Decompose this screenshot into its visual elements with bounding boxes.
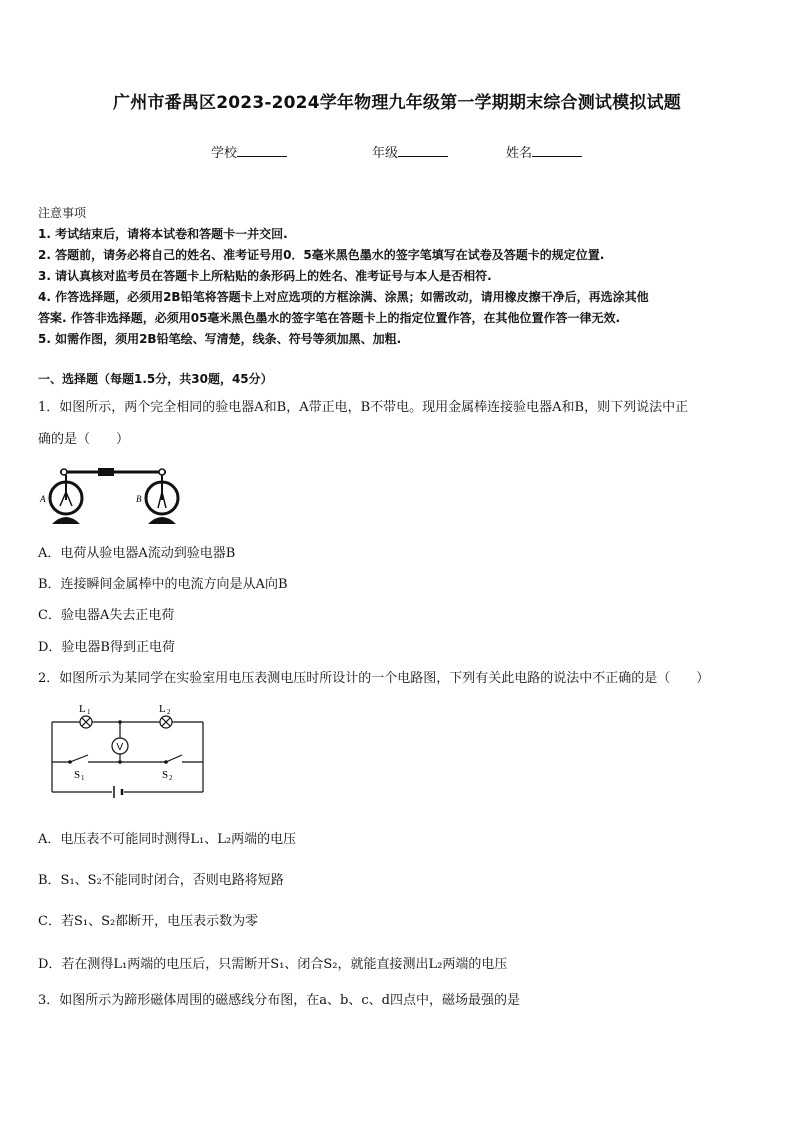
q1-electroscope-figure [38,462,188,530]
q1-stem-line1: 1．如图所示，两个完全相同的验电器A和B，A带正电，B不带电。现用金属棒连接验电器A和B，则下列说法中正 [38,400,689,415]
s2-subscript: 2 [169,774,173,782]
l1-label: L [79,703,86,715]
q1-option-b: B．连接瞬间金属棒中的电流方向是从A向B [38,577,288,592]
s1-label: S [74,769,81,781]
notice-item: 1. 考试结束后，请将本试卷和答题卡一并交回. [38,227,288,241]
school-label: 学校 [211,146,238,161]
s2-label: S [162,769,169,781]
q1-option-d: D．验电器B得到正电荷 [38,640,175,655]
voltmeter-label: V [116,742,124,753]
q2-circuit-figure [48,700,208,802]
q2-option-b: B．S₁、S₂不能同时闭合，否则电路将短路 [38,873,284,888]
q2-stem: 2．如图所示为某同学在实验室用电压表测电压时所设计的一个电路图，下列有关此电路的说法中不正确的是（ ） [38,671,710,686]
notice-item: 5. 如需作图，须用2B铅笔绘、写清楚，线条、符号等须加黑、加粗. [38,332,402,346]
name-label: 姓名 [506,146,533,161]
grade-label: 年级 [372,146,399,161]
grade-blank [398,145,448,157]
name-field [506,142,582,161]
q1-label-a: A [40,494,46,504]
q3-stem: 3．如图所示为蹄形磁体周围的磁感线分布图，在a、b、c、d四点中，磁场最强的是 [38,993,520,1008]
section-heading: 一、选择题（每题1.5分，共30题，45分） [38,372,273,386]
notice-item: 3. 请认真核对监考员在答题卡上所粘贴的条形码上的姓名、准考证号与本人是否相符. [38,269,492,283]
school-blank [237,145,287,157]
notice-item: 2. 答题前，请务必将自己的姓名、准考证号用0．5毫米黑色墨水的签字笔填写在试卷及答题卡的规定位置. [38,248,605,262]
name-blank [532,145,582,157]
notice-item: 答案. 作答非选择题，必须用05毫米黑色墨水的签字笔在答题卡上的指定位置作答，在其他位置作答一律无效. [38,311,620,325]
l2-subscript: 2 [167,708,171,716]
l2-label: L [159,703,166,715]
q1-option-a: A．电荷从验电器A流动到验电器B [38,546,236,561]
l1-subscript: 1 [87,708,91,716]
school-field [211,142,287,161]
notice-heading: 注意事项 [38,206,87,220]
notice-item: 4. 作答选择题，必须用2B铅笔将答题卡上对应选项的方框涂满、涂黑；如需改动，请用橡皮擦干净后，再选涂其他 [38,290,649,304]
page-title: 广州市番禺区2023-2024学年物理九年级第一学期期末综合测试模拟试题 [113,93,681,113]
q2-option-c: C．若S₁、S₂都断开，电压表示数为零 [38,914,259,929]
q1-option-c: C．验电器A失去正电荷 [38,608,175,623]
q1-stem-line2: 确的是（ ） [38,432,130,447]
s1-subscript: 1 [81,774,85,782]
q2-option-a: A．电压表不可能同时测得L₁、L₂两端的电压 [38,832,297,847]
q2-option-d: D．若在测得L₁两端的电压后，只需断开S₁、闭合S₂，就能直接测出L₂两端的电压 [38,957,508,972]
grade-field [372,142,448,161]
q1-label-b: B [136,494,142,504]
